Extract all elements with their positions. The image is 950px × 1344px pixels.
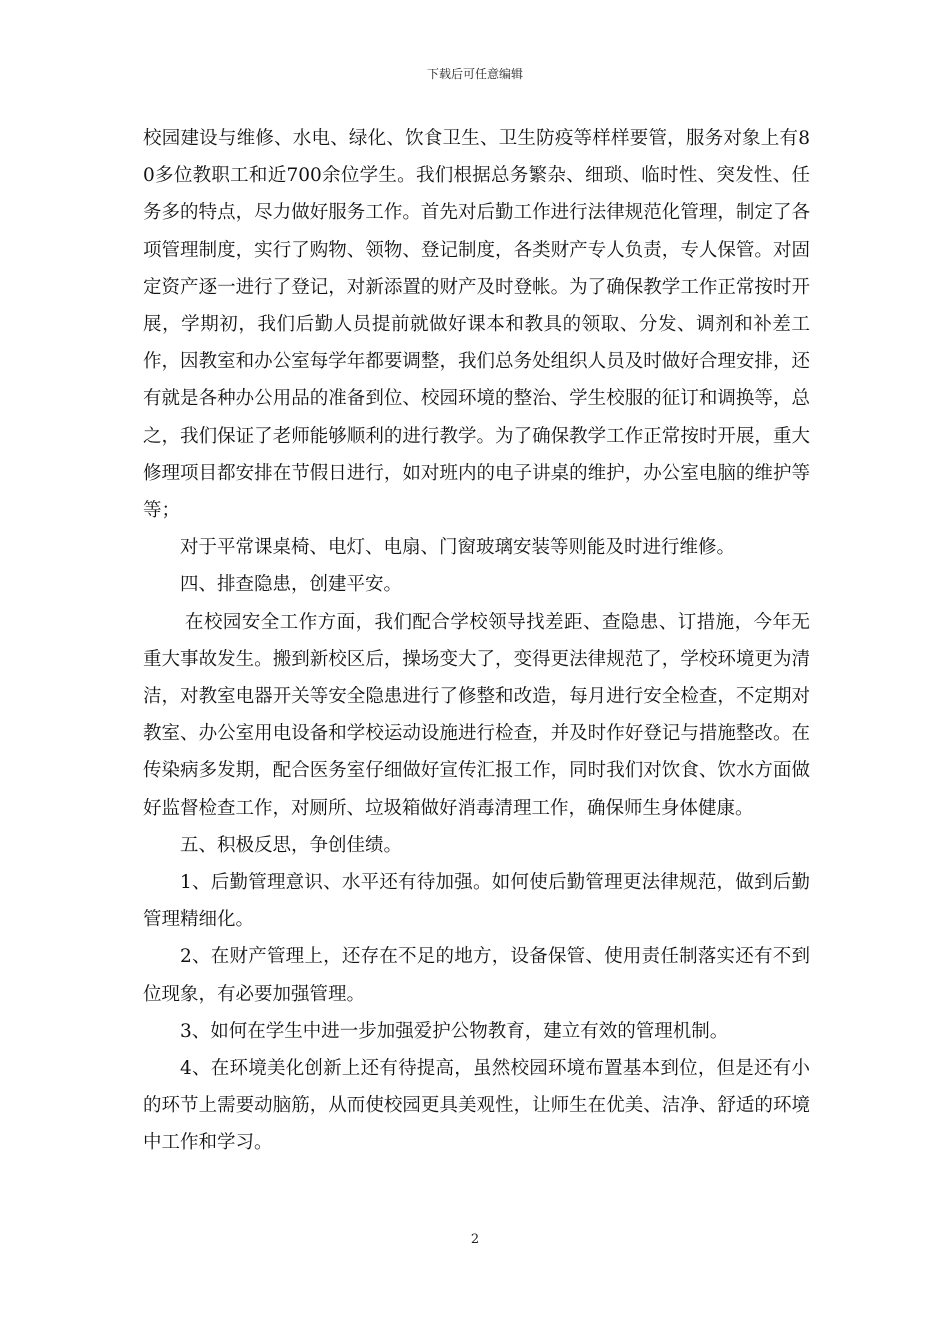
paragraph-logistics-work: 校园建设与维修、水电、绿化、饮食卫生、卫生防疫等样样要管，服务对象上有80多位教职工和近700余位学生。我们根据总务繁杂、细琐、临时性、突发性、任务多的特点，尽力做好服务工作。首先对后勤工作进行法律规范化管理，制定了各项管理制度，实行了购物、领物、登记制度，各类财产专人负责，专人保管。对固定资产逐一进行了登记，对新添置的财产及时登帐。为了确保教学工作正常按时开展，学期初，我们后勤人员提前就做好课本和教具的领取、分发、调剂和补差工作，因教室和办公室每学年都要调整，我们总务处组织人员及时做好合理安排，还有就是各种办公用品的准备到位、校园环境的整治、学生校服的征订和调换等，总之，我们保证了老师能够顺利的进行教学。为了确保教学工作正常按时开展，重大修理项目都安排在节假日进行，如对班内的电子讲桌的维护，办公室电脑的维护等等； bbox=[143, 128, 810, 522]
list-item-3: 3、如何在学生中进一步加强爱护公物教育，建立有效的管理机制。 bbox=[180, 1020, 729, 1042]
paragraph-campus-safety: 在校园安全工作方面，我们配合学校领导找差距、查隐患、订措施，今年无重大事故发生。搬到新校区后，操场变大了，变得更法律规范了，学校环境更为清洁，对教室电器开关等安全隐患进行了修整和改造，每月进行安全检查，不定期对教室、办公室用电设备和学校运动设施进行检查，并及时作好登记与措施整改。在传染病多发期，配合医务室仔细做好宣传汇报工作，同时我们对饮食、饮水方面做好监督检查工作，对厕所、垃圾箱做好消毒清理工作，确保师生身体健康。 bbox=[143, 611, 810, 819]
list-item-4: 4、在环境美化创新上还有待提高，虽然校园环境布置基本到位，但是还有小的环节上需要动脑筋，从而使校园更具美观性，让师生在优美、洁净、舒适的环境中工作和学习。 bbox=[143, 1058, 810, 1154]
list-item-2: 2、在财产管理上，还存在不足的地方，设备保管、使用责任制落实还有不到位现象，有必要加强管理。 bbox=[143, 946, 810, 1005]
paragraph-repairs: 对于平常课桌椅、电灯、电扇、门窗玻璃安装等则能及时进行维修。 bbox=[180, 537, 736, 559]
section-heading-safety: 四、排查隐患，创建平安。 bbox=[180, 574, 403, 596]
list-item-1: 1、后勤管理意识、水平还有待加强。如何使后勤管理更法律规范，做到后勤管理精细化。 bbox=[143, 872, 810, 931]
document-body bbox=[143, 120, 810, 1162]
section-heading-reflection: 五、积极反思，争创佳绩。 bbox=[180, 834, 403, 856]
page-header: 下载后可任意编辑 bbox=[426, 67, 523, 81]
page-number: 2 bbox=[470, 1232, 480, 1247]
